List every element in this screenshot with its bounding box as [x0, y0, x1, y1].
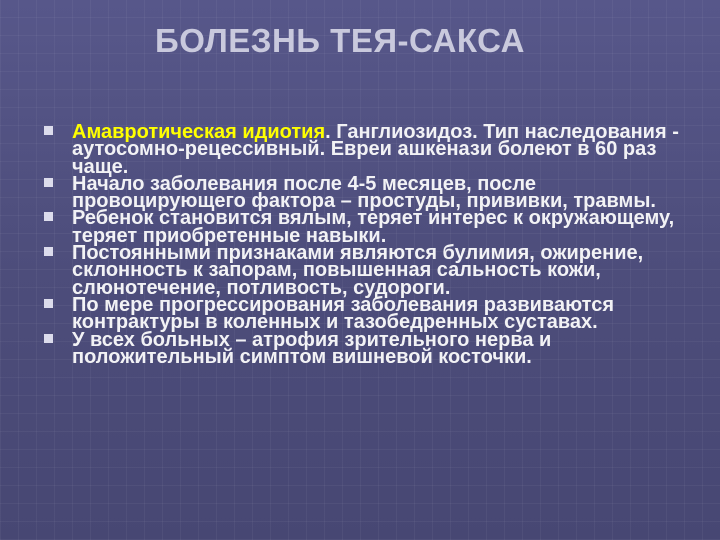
bullet-text: . Ганглиозидоз. Тип наследования - аутосомно-рецессивный. Евреи ашкенази болеют в 60 раз чаще.	[72, 121, 679, 178]
square-bullet-icon	[44, 299, 53, 308]
square-bullet-icon	[44, 247, 53, 256]
bullet-item-1	[42, 121, 682, 178]
bullet-text: По мере прогрессирования заболевания развиваются контрактуры в коленных и тазобедренных суставах.	[72, 293, 614, 334]
bullet-text: Ребенок становится вялым, теряет интерес к окружающему, теряет приобретенные навыки.	[72, 207, 675, 247]
highlighted-term: Амавротическая идиотия	[72, 121, 326, 143]
bullet-item-3	[42, 207, 682, 247]
bullet-item-4	[42, 242, 682, 299]
square-bullet-icon	[44, 334, 53, 343]
slide-title: БОЛЕЗНЬ ТЕЯ-САКСА	[155, 22, 525, 59]
square-bullet-icon	[44, 126, 53, 135]
square-bullet-icon	[44, 212, 53, 221]
bullet-item-2	[42, 172, 682, 213]
bullet-text: У всех больных – атрофия зрительного нерва и положительный симптом вишневой косточки.	[72, 328, 552, 368]
square-bullet-icon	[44, 178, 53, 187]
bullet-text: Постоянными признаками являются булимия, ожирение, склонность к запорам, повышенная сальность кожи, слюнотечение, потливость, судороги.	[72, 242, 644, 299]
bullet-item-5	[42, 293, 682, 334]
bullet-text: Начало заболевания после 4-5 месяцев, после провоцирующего фактора – простуды, прививки, травмы.	[72, 172, 656, 213]
bullet-item-6	[42, 328, 682, 368]
bullet-list	[42, 121, 682, 368]
